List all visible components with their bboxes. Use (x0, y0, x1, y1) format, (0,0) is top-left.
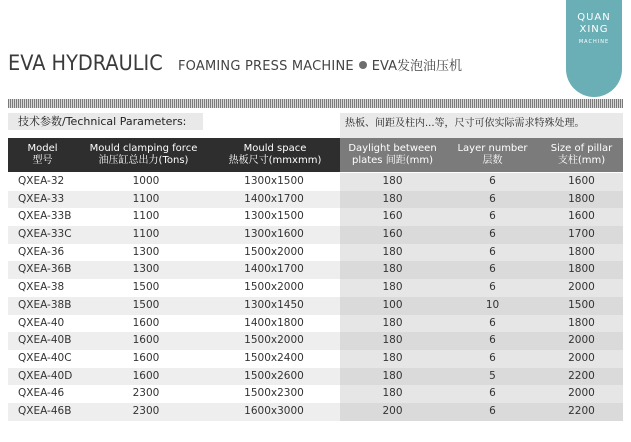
bullet-dot-icon (359, 61, 367, 69)
cell-space: 1500x2000 (244, 334, 304, 347)
logo-line-1: QUAN (577, 12, 611, 23)
header-en: Mould clamping force (89, 143, 198, 154)
table-row (8, 315, 623, 333)
cell-space: 1400x1700 (244, 263, 304, 276)
cell-model: QXEA-40 (18, 316, 65, 329)
header-cn: 支柱(mm) (557, 155, 606, 166)
header-cn: 油压缸总出力(Tons) (98, 155, 189, 166)
cell-model: QXEA-46B (18, 404, 72, 417)
cell-model: QXEA-46 (18, 387, 65, 400)
cell-daylight: 180 (382, 369, 403, 382)
cell-force: 1000 (132, 175, 160, 187)
cell-layers: 6 (489, 351, 496, 364)
cell-daylight: 180 (382, 245, 403, 258)
cell-model: QXEA-33 (18, 192, 65, 205)
cell-force: 1300 (132, 263, 160, 276)
table-row (8, 368, 623, 386)
cell-pillar: 1500 (568, 298, 595, 311)
cell-daylight: 180 (382, 263, 403, 276)
title-chinese: EVA发泡油压机 (371, 59, 462, 74)
cell-pillar: 1800 (568, 192, 595, 205)
cell-layers: 6 (489, 316, 496, 329)
cell-daylight: 100 (382, 298, 403, 311)
cell-daylight: 160 (382, 228, 403, 241)
cell-space: 1400x1700 (244, 192, 304, 205)
header-en: Model (27, 143, 58, 154)
cell-space: 1400x1800 (244, 316, 304, 329)
cell-pillar: 2000 (568, 334, 595, 347)
brand-logo (566, 0, 622, 97)
cell-force: 1500 (132, 298, 160, 311)
cell-model: QXEA-38 (18, 281, 65, 294)
page-title (8, 51, 462, 77)
cell-layers: 5 (489, 369, 496, 382)
header-en: Layer number (457, 143, 528, 154)
cell-space: 1500x2300 (244, 387, 304, 400)
cell-daylight: 180 (382, 351, 403, 364)
cell-layers: 6 (489, 263, 496, 276)
cell-force: 2300 (132, 387, 160, 400)
params-label: 技术参数/Technical Parameters: (8, 113, 203, 130)
cell-layers: 6 (489, 245, 496, 258)
cell-force: 1600 (132, 316, 160, 329)
cell-force: 2300 (132, 404, 160, 417)
cell-model: QXEA-33C (18, 228, 72, 241)
cell-force: 1300 (132, 245, 160, 258)
cell-pillar: 1800 (568, 263, 595, 276)
header-en: Mould space (243, 143, 307, 154)
header-model (8, 138, 77, 172)
cell-daylight: 160 (382, 210, 403, 223)
cell-daylight: 180 (382, 281, 403, 294)
cell-model: QXEA-38B (18, 298, 72, 311)
header-daylight (340, 138, 445, 172)
cell-pillar: 2200 (568, 369, 595, 382)
table-row (8, 173, 623, 191)
cell-pillar: 1800 (568, 316, 595, 329)
table-row (8, 385, 623, 403)
cell-force: 1600 (132, 351, 160, 364)
cell-force: 1600 (132, 369, 160, 382)
cell-layers: 6 (489, 210, 496, 223)
params-note: 热板、间距及柱内...等，尺寸可依实际需求特殊处理。 (340, 113, 623, 138)
cell-force: 1100 (132, 210, 160, 223)
cell-space: 1500x2600 (244, 369, 304, 382)
cell-layers: 6 (489, 404, 496, 417)
cell-model: QXEA-40B (18, 334, 72, 347)
cell-model: QXEA-36 (18, 245, 65, 258)
cell-space: 1300x1500 (244, 175, 304, 187)
cell-pillar: 2000 (568, 351, 595, 364)
cell-space: 1500x2000 (244, 281, 304, 294)
cell-layers: 6 (489, 387, 496, 400)
header-cn: 热板尺寸(mmxmm) (228, 155, 322, 166)
table-row (8, 208, 623, 226)
header-cn: 层数 (482, 155, 503, 166)
table-row (8, 350, 623, 368)
cell-layers: 6 (489, 334, 496, 347)
cell-force: 1600 (132, 334, 160, 347)
table-row (8, 332, 623, 350)
cell-pillar: 2000 (568, 387, 595, 400)
table-row (8, 226, 623, 244)
cell-daylight: 180 (382, 387, 403, 400)
cell-pillar: 2000 (568, 281, 595, 294)
header-en: Daylight between (348, 143, 437, 154)
table-row (8, 191, 623, 209)
cell-daylight: 200 (382, 404, 403, 417)
cell-space: 1500x2400 (244, 351, 304, 364)
header-layers (445, 138, 540, 172)
table-row (8, 279, 623, 297)
cell-pillar: 1800 (568, 245, 595, 258)
table-row (8, 403, 623, 421)
cell-layers: 10 (485, 298, 500, 311)
header-pillar (540, 138, 623, 172)
title-main: EVA HYDRAULIC (8, 51, 163, 75)
header-cn: plates 间距(mm) (351, 155, 433, 166)
spec-table-body (8, 173, 623, 421)
cell-layers: 6 (489, 228, 496, 241)
cell-space: 1300x1450 (244, 298, 304, 311)
cell-layers: 6 (489, 175, 496, 187)
header-space (210, 138, 340, 172)
cell-pillar: 2200 (568, 404, 595, 417)
header-force (77, 138, 210, 172)
cell-daylight: 180 (382, 192, 403, 205)
table-row (8, 297, 623, 315)
table-row (8, 261, 623, 279)
table-row (8, 244, 623, 262)
cell-force: 1100 (132, 192, 160, 205)
divider-stripe (8, 99, 623, 108)
cell-daylight: 180 (382, 175, 403, 187)
cell-model: QXEA-33B (18, 210, 72, 223)
logo-line-2: XING (579, 24, 609, 35)
cell-layers: 6 (489, 281, 496, 294)
cell-pillar: 1600 (568, 210, 595, 223)
cell-force: 1500 (132, 281, 160, 294)
cell-pillar: 1700 (568, 228, 595, 241)
cell-space: 1300x1600 (244, 228, 304, 241)
cell-model: QXEA-32 (18, 175, 65, 187)
cell-model: QXEA-36B (18, 263, 72, 276)
header-en: Size of pillar (550, 143, 613, 154)
logo-line-3: MACHINE (578, 39, 610, 45)
cell-space: 1300x1500 (244, 210, 304, 223)
title-sub: FOAMING PRESS MACHINE (178, 59, 354, 74)
header-cn: 型号 (32, 155, 53, 166)
cell-daylight: 180 (382, 334, 403, 347)
cell-space: 1500x2000 (244, 245, 304, 258)
cell-force: 1100 (132, 228, 160, 241)
cell-space: 1600x3000 (244, 404, 304, 417)
cell-layers: 6 (489, 192, 496, 205)
cell-daylight: 180 (382, 316, 403, 329)
cell-model: QXEA-40C (18, 351, 72, 364)
cell-pillar: 1600 (568, 175, 595, 187)
cell-model: QXEA-40D (18, 369, 73, 382)
